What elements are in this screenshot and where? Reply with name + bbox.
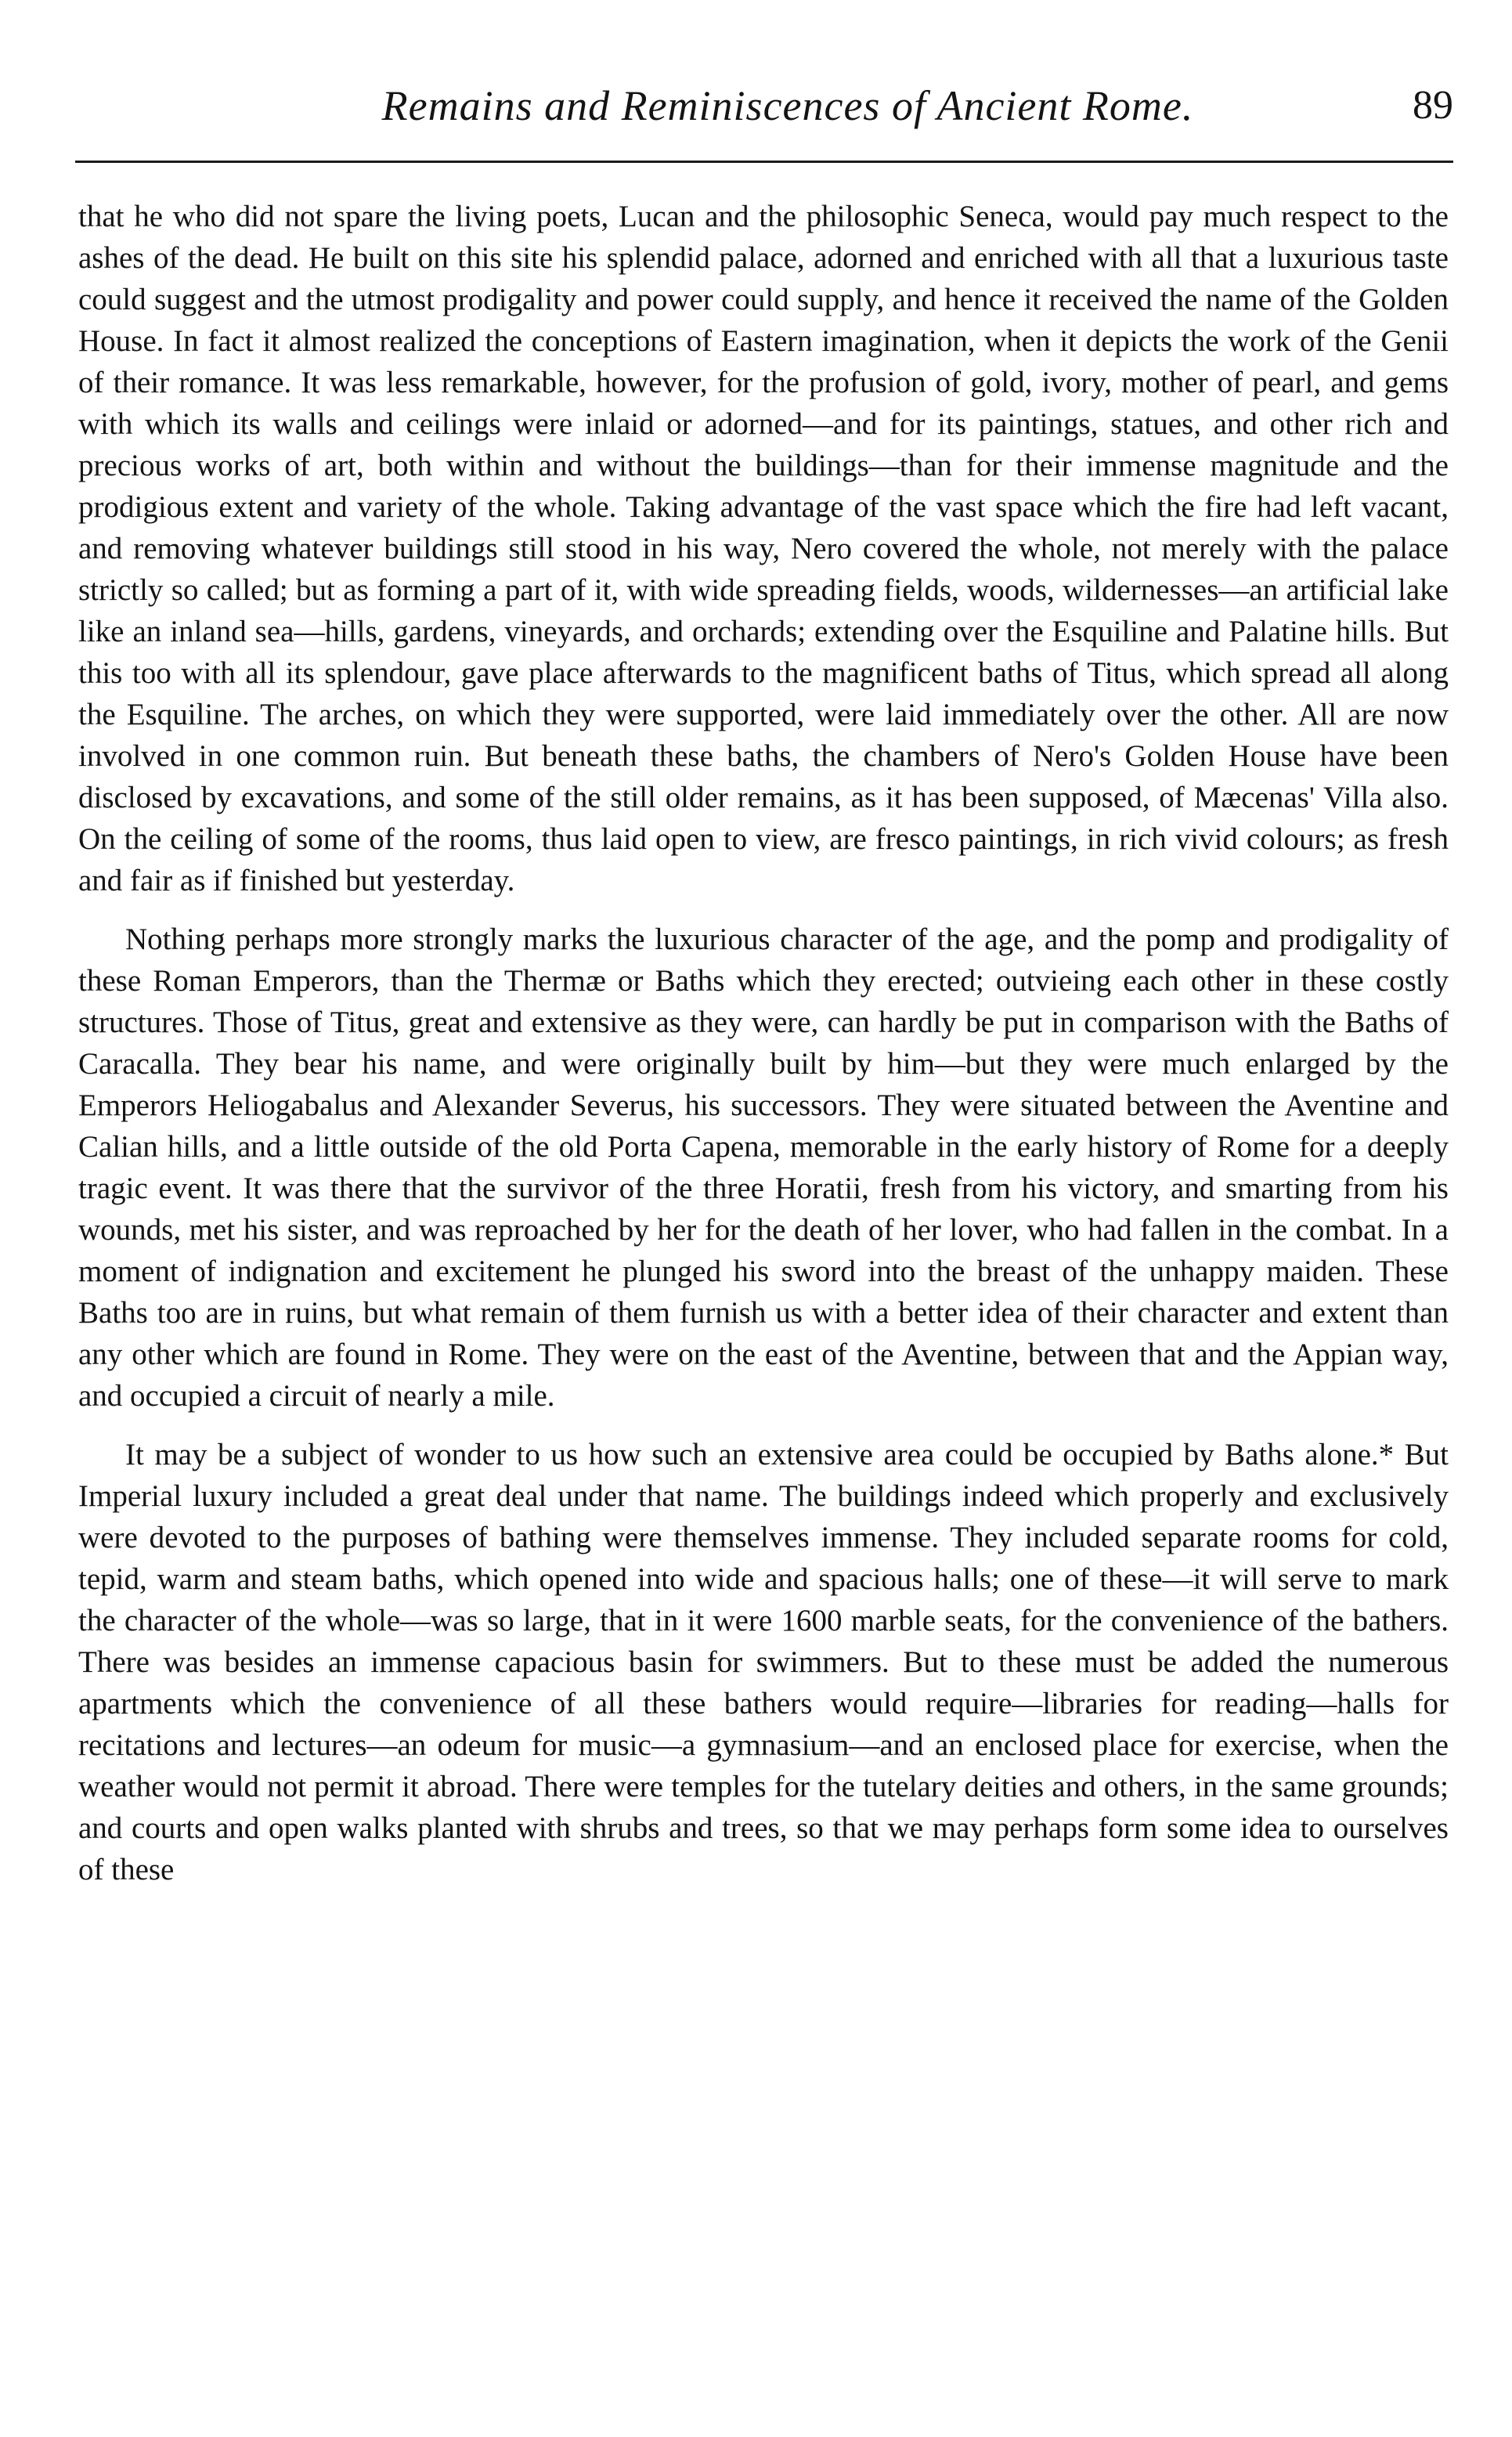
- paragraph-imperial-luxury: It may be a subject of wonder to us how such an extensive area could be occupied by Baths alone.* But Imperial luxury included a great deal under that name. The buildings indeed which properly and exclusively were devoted to the purposes of bathing were themselves immense. They included separate rooms for cold, tepid, warm and steam baths, which opened into wide and spacious halls; one of these—it will serve to mark the character of the whole—was so large, that in it were 1600 marble seats, for the convenience of the bathers. There was besides an immense capacious basin for swimmers. But to these must be added the numerous apartments which the convenience of all these bathers would require—libraries for reading—halls for recitations and lectures—an odeum for music—a gymnasium—and an enclosed place for exercise, when the weather would not permit it abroad. There were temples for the tutelary deities and others, in the same grounds; and courts and open walks planted with shrubs and trees, so that we may perhaps form some idea to ourselves of these: [78, 1438, 1449, 1886]
- paragraph-thermae: Nothing perhaps more strongly marks the luxurious character of the age, and the pomp and prodigality of these Roman Emperors, than the Thermæ or Baths which they erected; outvieing each other in these costly structures. Those of Titus, great and extensive as they were, can hardly be put in comparison with the Baths of Caracalla. They bear his name, and were originally built by him—but they were much enlarged by the Emperors Heliogabalus and Alexander Severus, his successors. They were situated between the Aventine and Calian hills, and a little outside of the old Porta Capena, memorable in the early history of Rome for a deeply tragic event. It was there that the survivor of the three Horatii, fresh from his victory, and smarting from his wounds, met his sister, and was reproached by her for the death of her lover, who had fallen in the combat. In a moment of indignation and excitement he plunged his sword into the breast of the unhappy maiden. These Baths too are in ruins, but what remain of them furnish us with a better idea of their character and extent than any other which are found in Rome. They were on the east of the Aventine, between that and the Appian way, and occupied a circuit of nearly a mile.: [78, 922, 1449, 1413]
- running-header: [75, 78, 1453, 133]
- paragraph-golden-house: that he who did not spare the living poets, Lucan and the philosophic Seneca, would pay much respect to the ashes of the dead. He built on this site his splendid palace, adorned and enriched with all that a luxurious taste could suggest and the utmost prodigality and power could supply, and hence it received the name of the Golden House. In fact it almost realized the conceptions of Eastern imagination, when it depicts the work of the Genii of their romance. It was less remarkable, however, for the profusion of gold, ivory, mother of pearl, and gems with which its walls and ceilings were inlaid or adorned—and for its paintings, statues, and other rich and precious works of art, both within and without the buildings—than for their immense magnitude and the prodigious extent and variety of the whole. Taking advantage of the vast space which the fire had left vacant, and removing whatever buildings still stood in his way, Nero covered the whole, not merely with the palace strictly so called; but as forming a part of it, with wide spreading fields, woods, wildernesses—an artificial lake like an inland sea—hills, gardens, vineyards, and orchards; extending over the Esquiline and Palatine hills. But this too with all its splendour, gave place afterwards to the magnificent baths of Titus, which spread all along the Esquiline. The arches, on which they were supported, were laid immediately over the other. All are now involved in one common ruin. But beneath these baths, the chambers of Nero's Golden House have been disclosed by excavations, and some of the still older remains, as it has been supposed, of Mæcenas' Villa also. On the ceiling of some of the rooms, thus laid open to view, are fresco paintings, in rich vivid colours; as fresh and fair as if finished but yesterday.: [78, 200, 1449, 897]
- header-rule: [75, 161, 1453, 163]
- running-title: Remains and Reminiscences of Ancient Rome.: [381, 82, 1194, 129]
- page-number: 89: [1413, 83, 1453, 128]
- body-text: [78, 196, 1449, 1908]
